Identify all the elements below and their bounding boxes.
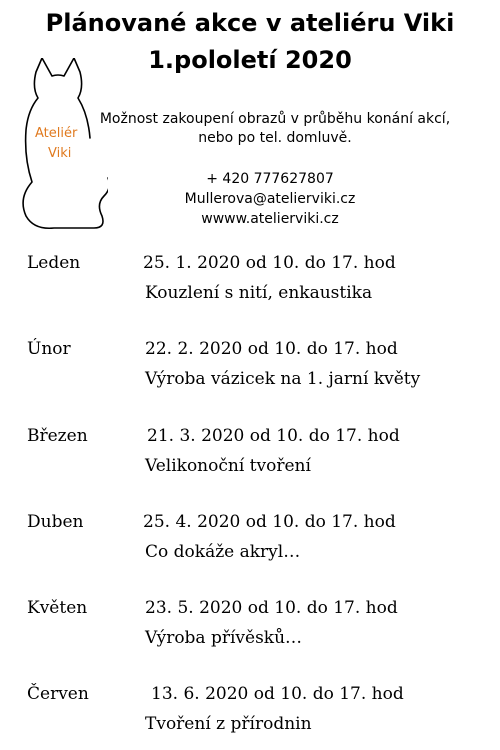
phone-number: + 420 777627807 xyxy=(206,171,334,187)
event-month: Duben xyxy=(27,512,84,532)
event-row xyxy=(0,252,500,312)
event-row xyxy=(0,338,500,398)
event-month: Březen xyxy=(27,426,88,446)
page-subtitle: 1.pololetí 2020 xyxy=(148,46,352,74)
event-date: 23. 5. 2020 od 10. do 17. hod xyxy=(145,598,398,618)
event-date: 13. 6. 2020 od 10. do 17. hod xyxy=(151,684,404,704)
event-month: Leden xyxy=(27,253,81,273)
website-address: wwww.atelierviki.cz xyxy=(201,211,339,227)
event-month: Květen xyxy=(27,598,88,618)
event-row xyxy=(0,683,500,743)
event-date: 25. 1. 2020 od 10. do 17. hod xyxy=(143,253,396,273)
event-date: 25. 4. 2020 od 10. do 17. hod xyxy=(143,512,396,532)
event-month: Červen xyxy=(27,684,89,704)
page-title: Plánované akce v ateliéru Viki xyxy=(45,9,455,37)
event-date: 22. 2. 2020 od 10. do 17. hod xyxy=(145,339,398,359)
email-address: Mullerova@atelierviki.cz xyxy=(184,191,356,207)
info-text-line-2: nebo po tel. domluvě. xyxy=(198,130,352,146)
logo-text-line-2: Viki xyxy=(48,146,72,161)
event-description: Tvoření z přírodnin xyxy=(145,714,312,734)
event-month: Únor xyxy=(27,339,71,359)
event-description: Výroba přívěsků… xyxy=(145,628,303,648)
event-description: Co dokáže akryl… xyxy=(145,542,301,562)
event-description: Kouzlení s nití, enkaustika xyxy=(145,283,373,303)
event-date: 21. 3. 2020 od 10. do 17. hod xyxy=(147,426,400,446)
event-row xyxy=(0,425,500,485)
event-description: Velikonoční tvoření xyxy=(145,456,311,476)
info-text-line-1: Možnost zakoupení obrazů v průběhu konání akcí, xyxy=(99,111,451,127)
event-row xyxy=(0,597,500,657)
event-row xyxy=(0,511,500,571)
logo-text-line-1: Ateliér xyxy=(35,126,78,141)
event-description: Výroba vázicek na 1. jarní květy xyxy=(145,369,421,389)
